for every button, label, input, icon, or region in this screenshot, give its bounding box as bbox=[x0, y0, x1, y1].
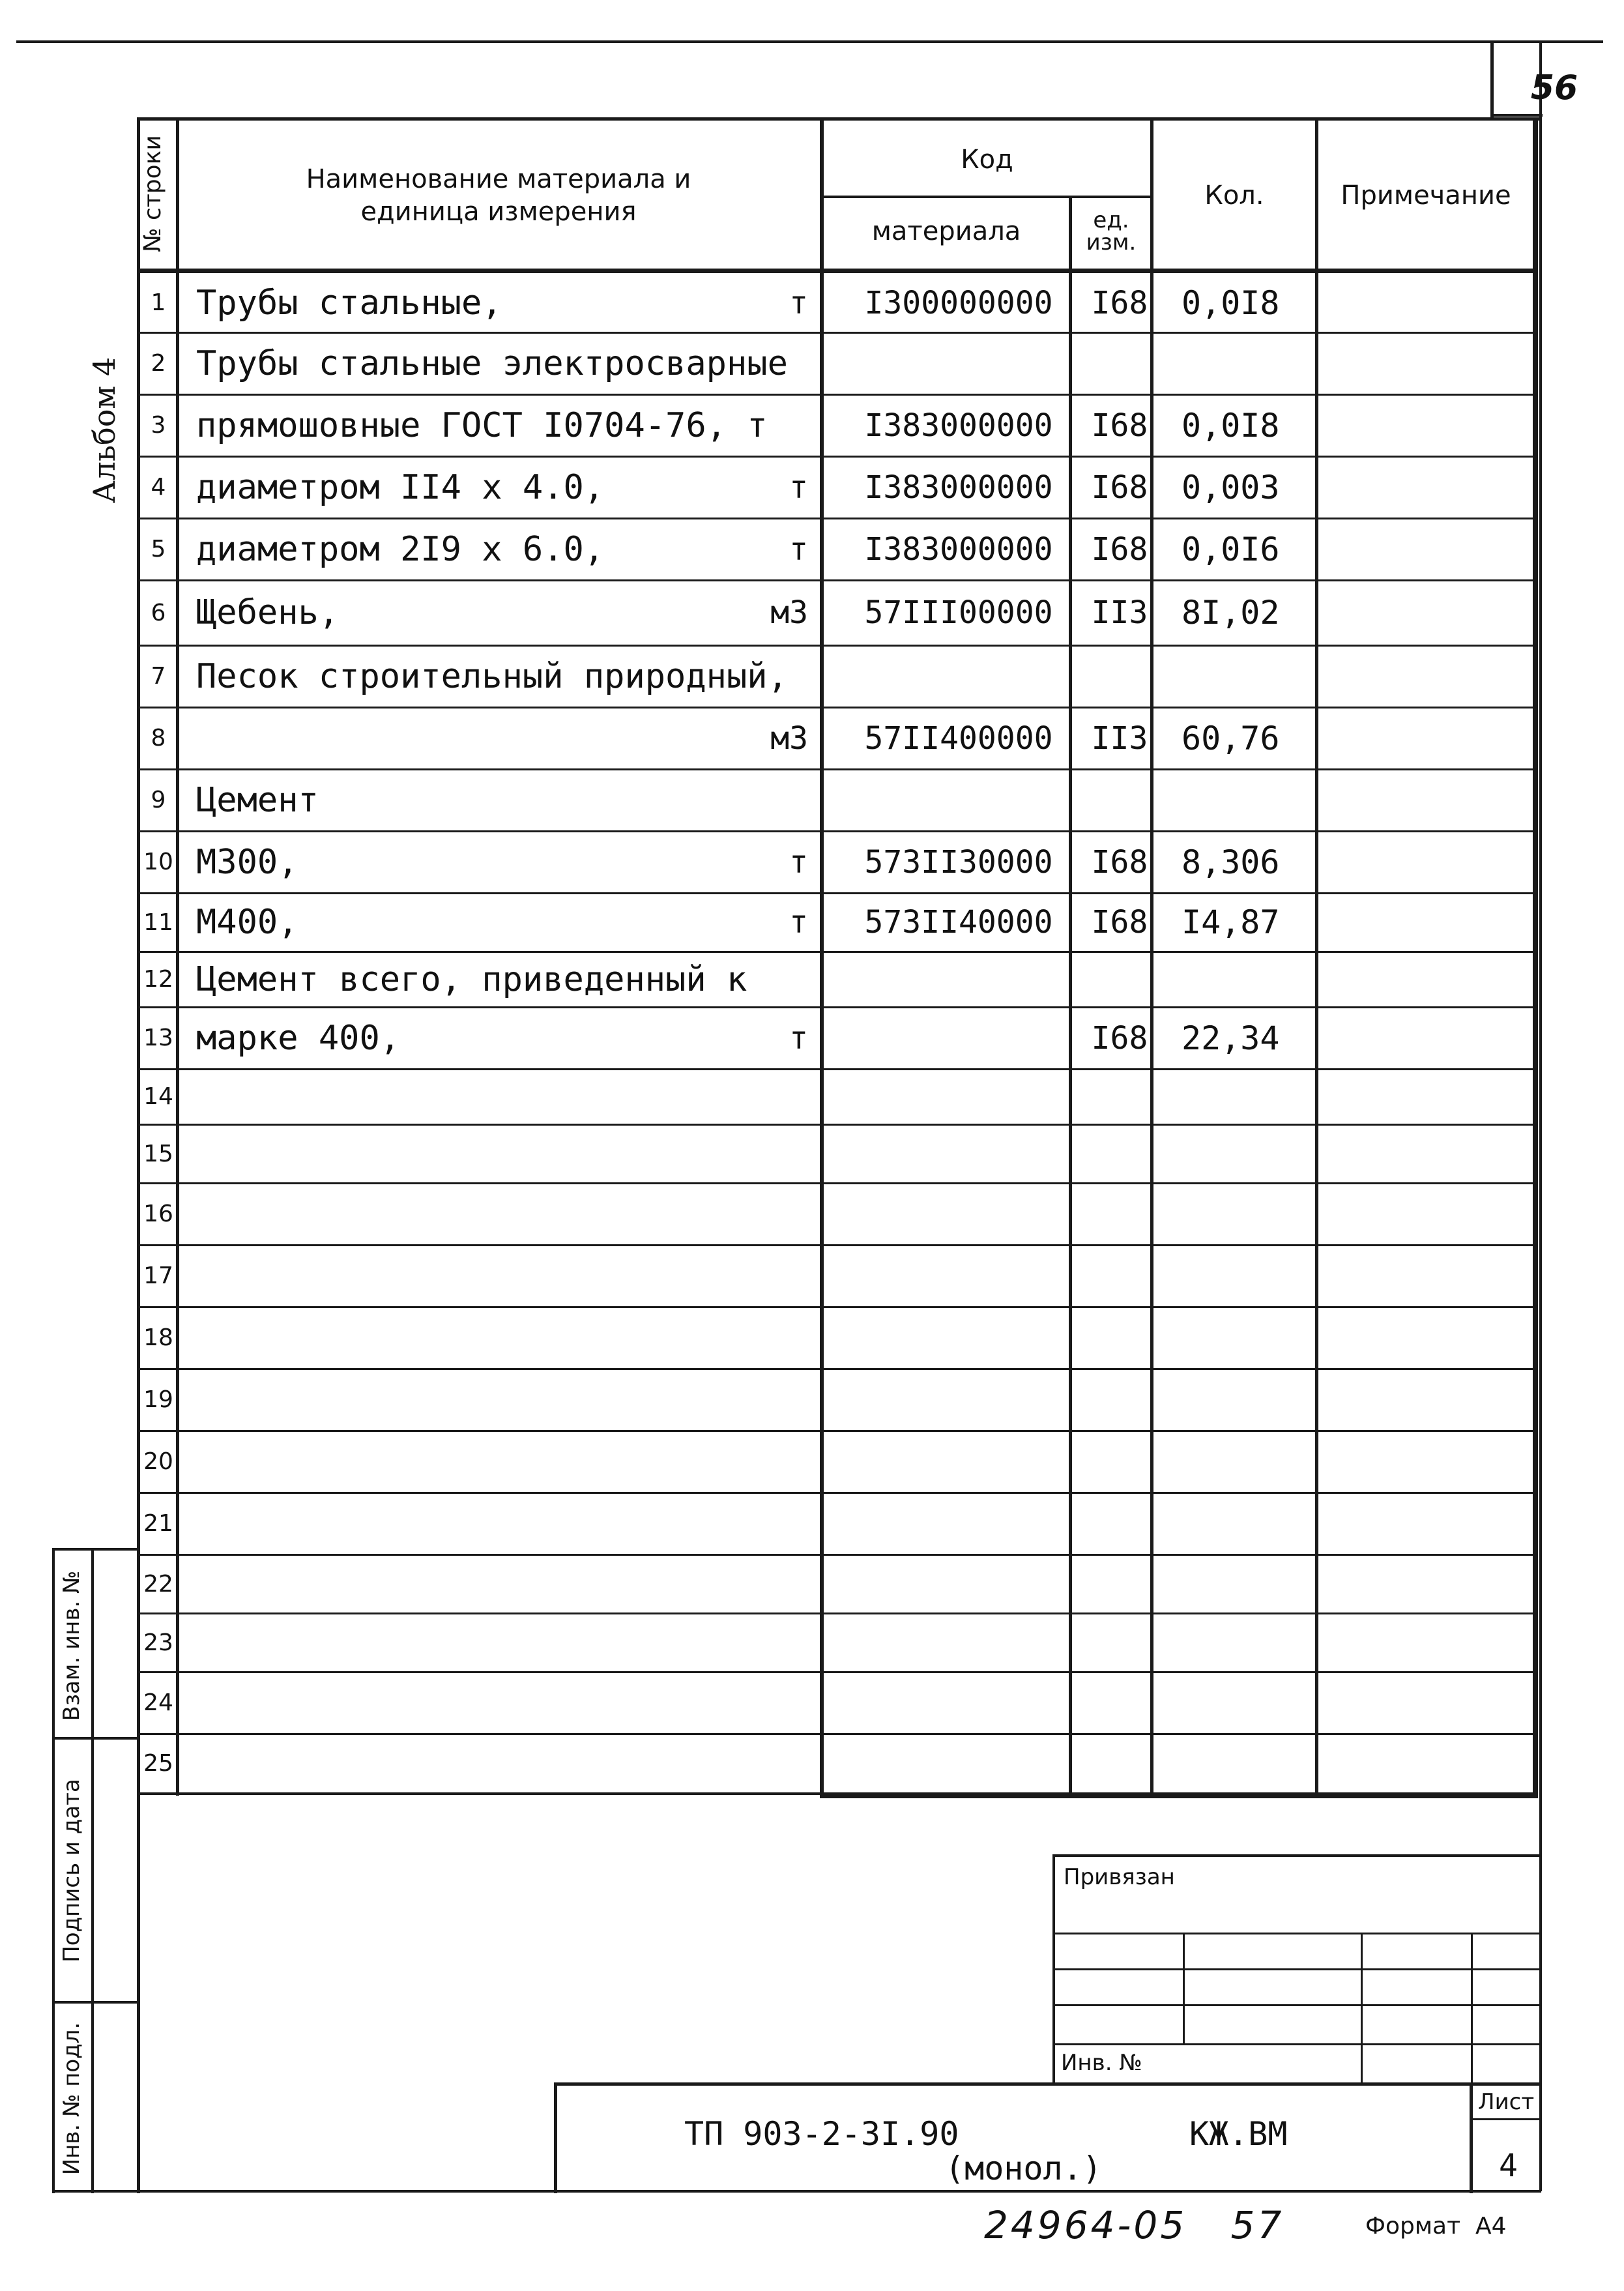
quantity: 60,76 bbox=[1182, 719, 1280, 757]
unit-code bbox=[1084, 645, 1155, 707]
privyazan-line-1 bbox=[1052, 1933, 1541, 1934]
note bbox=[1331, 518, 1546, 580]
unit-of-measure bbox=[756, 332, 808, 394]
material-code: I300000000 bbox=[864, 284, 1053, 321]
table-row bbox=[139, 1124, 1550, 1183]
unit-of-measure: т bbox=[789, 904, 808, 941]
unit-code bbox=[1084, 1672, 1155, 1734]
unit-code: II3 bbox=[1091, 720, 1148, 757]
note bbox=[1331, 1007, 1546, 1069]
quantity bbox=[1168, 1493, 1331, 1554]
table-row bbox=[139, 769, 1550, 831]
quantity bbox=[1168, 1124, 1331, 1183]
row-number: 8 bbox=[151, 725, 166, 752]
quantity: 0,003 bbox=[1182, 468, 1280, 506]
material-code bbox=[841, 645, 1076, 707]
material-code bbox=[841, 1307, 1076, 1369]
unit-of-measure: м3 bbox=[770, 594, 808, 631]
material-name: прямошовные ГОСТ I0704-76, т bbox=[196, 405, 768, 445]
unit-of-measure bbox=[756, 645, 808, 707]
quantity: 0,0I8 bbox=[1182, 406, 1280, 445]
stamp-bottom bbox=[52, 2190, 1541, 2193]
list-label: Лист bbox=[1478, 2089, 1535, 2115]
unit-code: I68 bbox=[1091, 284, 1148, 321]
unit-of-measure: м3 bbox=[770, 720, 808, 757]
stamp-div-2 bbox=[52, 2001, 139, 2004]
row-number: 14 bbox=[143, 1083, 173, 1110]
table-row bbox=[139, 893, 1550, 952]
material-name: Щебень, bbox=[196, 593, 340, 632]
header-bottom-border bbox=[137, 269, 1538, 273]
note bbox=[1331, 1493, 1546, 1554]
material-code bbox=[841, 1069, 1076, 1124]
header-qty: Кол. bbox=[1204, 181, 1264, 211]
quantity bbox=[1168, 1431, 1331, 1493]
unit-code: I68 bbox=[1091, 904, 1148, 941]
unit-of-measure bbox=[756, 1554, 808, 1613]
note bbox=[1331, 831, 1546, 893]
quantity bbox=[1168, 1613, 1331, 1672]
album-label: Альбом 4 bbox=[87, 357, 122, 504]
material-name: диаметром II4 х 4.0, bbox=[196, 467, 605, 507]
unit-of-measure: т bbox=[789, 531, 808, 568]
row-number: 3 bbox=[151, 412, 166, 439]
sheet-number: 56 bbox=[1530, 68, 1578, 108]
row-number: 4 bbox=[151, 474, 166, 501]
table-row bbox=[139, 1672, 1550, 1734]
material-code bbox=[841, 1493, 1076, 1554]
material-code bbox=[841, 1672, 1076, 1734]
material-code: I383000000 bbox=[864, 407, 1053, 444]
row-number: 9 bbox=[151, 787, 166, 813]
material-name: марке 400, bbox=[196, 1018, 401, 1058]
format-label: Формат А4 bbox=[1365, 2213, 1507, 2240]
table-row bbox=[139, 1245, 1550, 1307]
unit-of-measure: т bbox=[789, 1019, 808, 1057]
unit-of-measure bbox=[756, 1672, 808, 1734]
unit-of-measure bbox=[756, 1307, 808, 1369]
unit-of-measure bbox=[756, 769, 808, 831]
stamp-vzam-inv: Взам. инв. № bbox=[59, 1570, 85, 1721]
material-name: Трубы стальные электросварные bbox=[196, 343, 788, 383]
quantity bbox=[1168, 1307, 1331, 1369]
table-row bbox=[139, 273, 1550, 332]
unit-of-measure bbox=[756, 1493, 808, 1554]
header-kod-divider bbox=[820, 196, 1153, 198]
note bbox=[1331, 1672, 1546, 1734]
titleblock-left bbox=[554, 2082, 557, 2193]
note bbox=[1331, 1554, 1546, 1613]
row-number: 22 bbox=[143, 1570, 173, 1598]
header-code-material: материала bbox=[871, 216, 1021, 246]
table-row bbox=[139, 1431, 1550, 1493]
material-code bbox=[841, 1554, 1076, 1613]
unit-code bbox=[1084, 1613, 1155, 1672]
doc-code: ТП 903-2-3I.90 bbox=[684, 2115, 959, 2153]
table-row bbox=[139, 1613, 1550, 1672]
quantity bbox=[1168, 769, 1331, 831]
unit-code bbox=[1084, 769, 1155, 831]
privyazan-col-2 bbox=[1361, 1933, 1363, 2086]
unit-code bbox=[1084, 1183, 1155, 1245]
privyazan-label: Привязан bbox=[1064, 1864, 1175, 1890]
unit-code bbox=[1084, 1307, 1155, 1369]
quantity bbox=[1168, 1183, 1331, 1245]
header-row-no: № строки bbox=[139, 135, 166, 252]
quantity bbox=[1168, 1245, 1331, 1307]
material-name: Цемент bbox=[196, 780, 319, 820]
unit-code: II3 bbox=[1091, 594, 1148, 631]
quantity bbox=[1168, 952, 1331, 1007]
unit-of-measure bbox=[756, 1431, 808, 1493]
unit-of-measure bbox=[756, 1613, 808, 1672]
unit-of-measure bbox=[756, 394, 808, 456]
row-number: 16 bbox=[143, 1201, 173, 1227]
row-number: 13 bbox=[143, 1025, 173, 1051]
row-number: 12 bbox=[143, 966, 173, 993]
quantity bbox=[1168, 332, 1331, 394]
table-row bbox=[139, 394, 1550, 456]
unit-of-measure bbox=[756, 1245, 808, 1307]
quantity: 0,0I8 bbox=[1182, 284, 1280, 322]
table-row bbox=[139, 1183, 1550, 1245]
unit-of-measure: т bbox=[789, 284, 808, 321]
material-code bbox=[841, 1431, 1076, 1493]
doc-sub: (монол.) bbox=[945, 2150, 1102, 2187]
stamp-div-1 bbox=[52, 1737, 139, 1740]
row-number: 19 bbox=[143, 1386, 173, 1413]
unit-of-measure bbox=[756, 1069, 808, 1124]
quantity: 8I,02 bbox=[1182, 594, 1280, 632]
material-name: М300, bbox=[196, 842, 298, 882]
row-number: 21 bbox=[143, 1510, 173, 1537]
material-code bbox=[841, 1007, 1076, 1069]
unit-code: I68 bbox=[1091, 469, 1148, 506]
unit-code bbox=[1084, 1369, 1155, 1431]
table-row bbox=[139, 456, 1550, 518]
table-row bbox=[139, 580, 1550, 645]
unit-code bbox=[1084, 1069, 1155, 1124]
table-row bbox=[139, 645, 1550, 707]
table-body-bottom-line bbox=[137, 1792, 1538, 1795]
row-number: 17 bbox=[143, 1262, 173, 1289]
stamp-inv-podl: Инв. № подл. bbox=[59, 2022, 85, 2176]
material-code bbox=[841, 1734, 1076, 1792]
material-code bbox=[841, 1245, 1076, 1307]
row-number: 10 bbox=[143, 849, 173, 875]
note bbox=[1331, 456, 1546, 518]
unit-code: I68 bbox=[1091, 843, 1148, 881]
quantity bbox=[1168, 645, 1331, 707]
material-name: Цемент всего, приведенный к bbox=[196, 959, 747, 999]
privyazan-col-1 bbox=[1183, 1933, 1185, 2043]
unit-of-measure bbox=[756, 952, 808, 1007]
stamp-podpis-data: Подпись и дата bbox=[59, 1779, 85, 1963]
table-row bbox=[139, 518, 1550, 580]
header-name: Наименование материала и единица измерения bbox=[306, 164, 691, 227]
table-row bbox=[139, 1307, 1550, 1369]
note bbox=[1331, 1124, 1546, 1183]
header-code-group: Код bbox=[961, 145, 1013, 175]
unit-code: I68 bbox=[1091, 531, 1148, 568]
row-number: 11 bbox=[143, 909, 173, 936]
unit-code bbox=[1084, 332, 1155, 394]
note bbox=[1331, 332, 1546, 394]
row-number: 5 bbox=[151, 536, 166, 562]
material-code: I383000000 bbox=[864, 469, 1053, 506]
unit-of-measure: т bbox=[789, 469, 808, 506]
material-code: 573II30000 bbox=[864, 843, 1053, 881]
material-name: Песок строительный природный, bbox=[196, 656, 788, 696]
material-name: диаметром 2I9 х 6.0, bbox=[196, 529, 605, 569]
material-name: Трубы стальные, bbox=[196, 283, 502, 323]
table-row bbox=[139, 1493, 1550, 1554]
stamp-top bbox=[52, 1548, 139, 1551]
table-row bbox=[139, 707, 1550, 769]
unit-of-measure: т bbox=[789, 843, 808, 881]
row-number: 20 bbox=[143, 1448, 173, 1475]
doc-mark: КЖ.ВМ bbox=[1189, 2115, 1288, 2153]
note bbox=[1331, 769, 1546, 831]
unit-code bbox=[1084, 1493, 1155, 1554]
material-code bbox=[841, 332, 1076, 394]
quantity: 22,34 bbox=[1182, 1019, 1280, 1057]
table-row bbox=[139, 831, 1550, 893]
titleblock-list-line bbox=[1470, 2118, 1541, 2120]
material-code: I383000000 bbox=[864, 531, 1053, 568]
material-code bbox=[841, 952, 1076, 1007]
titleblock-top bbox=[554, 2082, 1541, 2086]
note bbox=[1331, 1431, 1546, 1493]
inv-no-label: Инв. № bbox=[1061, 2050, 1142, 2076]
unit-code bbox=[1084, 1245, 1155, 1307]
row-number: 18 bbox=[143, 1324, 173, 1351]
unit-of-measure bbox=[756, 1734, 808, 1792]
quantity bbox=[1168, 1369, 1331, 1431]
note bbox=[1331, 580, 1546, 645]
unit-of-measure bbox=[756, 1369, 808, 1431]
quantity: 0,0I6 bbox=[1182, 530, 1280, 568]
table-row bbox=[139, 1554, 1550, 1613]
table-row bbox=[139, 1369, 1550, 1431]
unit-code: I68 bbox=[1091, 1019, 1148, 1057]
top-border-line bbox=[16, 40, 1603, 43]
material-code: 573II40000 bbox=[864, 904, 1053, 941]
quantity bbox=[1168, 1069, 1331, 1124]
unit-code: I68 bbox=[1091, 407, 1148, 444]
material-code: 57III00000 bbox=[864, 594, 1053, 631]
unit-of-measure bbox=[756, 1183, 808, 1245]
row-number: 23 bbox=[143, 1629, 173, 1656]
quantity: I4,87 bbox=[1182, 903, 1280, 941]
stamp-mid-border bbox=[91, 1548, 94, 2193]
row-number: 6 bbox=[151, 599, 166, 626]
material-code: 57II400000 bbox=[864, 720, 1053, 757]
material-code bbox=[841, 1613, 1076, 1672]
material-code bbox=[841, 1369, 1076, 1431]
privyazan-col-3 bbox=[1471, 1933, 1473, 2086]
privyazan-line-4 bbox=[1052, 2043, 1541, 2045]
note bbox=[1331, 1734, 1546, 1792]
note bbox=[1331, 1307, 1546, 1369]
header-note: Примечание bbox=[1341, 181, 1511, 211]
table-row bbox=[139, 1734, 1550, 1792]
row-number: 1 bbox=[151, 289, 166, 316]
titleblock-list-sep bbox=[1470, 2082, 1473, 2193]
note bbox=[1331, 1613, 1546, 1672]
privyazan-top bbox=[1052, 1854, 1541, 1857]
unit-code bbox=[1084, 1431, 1155, 1493]
note bbox=[1331, 1069, 1546, 1124]
table-row bbox=[139, 952, 1550, 1007]
note bbox=[1331, 893, 1546, 952]
quantity: 8,306 bbox=[1182, 843, 1280, 881]
stamp-left-border bbox=[52, 1548, 55, 2193]
note bbox=[1331, 1183, 1546, 1245]
table-row bbox=[139, 1007, 1550, 1069]
row-number: 24 bbox=[143, 1689, 173, 1716]
row-number: 2 bbox=[151, 350, 166, 377]
note bbox=[1331, 1369, 1546, 1431]
privyazan-line-3 bbox=[1052, 2004, 1541, 2006]
unit-code bbox=[1084, 952, 1155, 1007]
note bbox=[1331, 645, 1546, 707]
table-row bbox=[139, 332, 1550, 394]
quantity bbox=[1168, 1672, 1331, 1734]
row-number: 7 bbox=[151, 663, 166, 690]
row-number: 15 bbox=[143, 1140, 173, 1167]
note bbox=[1331, 394, 1546, 456]
list-value: 4 bbox=[1499, 2148, 1518, 2184]
unit-code bbox=[1084, 1124, 1155, 1183]
material-code bbox=[841, 1124, 1076, 1183]
material-name: М400, bbox=[196, 903, 298, 942]
table-top-border bbox=[137, 117, 1541, 121]
header-code-unit: ед. изм. bbox=[1086, 207, 1137, 255]
unit-of-measure bbox=[756, 1124, 808, 1183]
privyazan-line-2 bbox=[1052, 1968, 1541, 1970]
handwritten-code: 24964-05 57 bbox=[984, 2203, 1284, 2247]
table-row bbox=[139, 1069, 1550, 1124]
note bbox=[1331, 273, 1546, 332]
material-code bbox=[841, 1183, 1076, 1245]
note bbox=[1331, 1245, 1546, 1307]
quantity bbox=[1168, 1734, 1331, 1792]
sheet-number-box-left bbox=[1490, 40, 1494, 117]
note bbox=[1331, 707, 1546, 769]
sheet-number-box-bottom bbox=[1490, 114, 1543, 117]
row-number: 25 bbox=[143, 1749, 173, 1777]
unit-code bbox=[1084, 1734, 1155, 1792]
quantity bbox=[1168, 1554, 1331, 1613]
note bbox=[1331, 952, 1546, 1007]
unit-code bbox=[1084, 1554, 1155, 1613]
material-code bbox=[841, 769, 1076, 831]
